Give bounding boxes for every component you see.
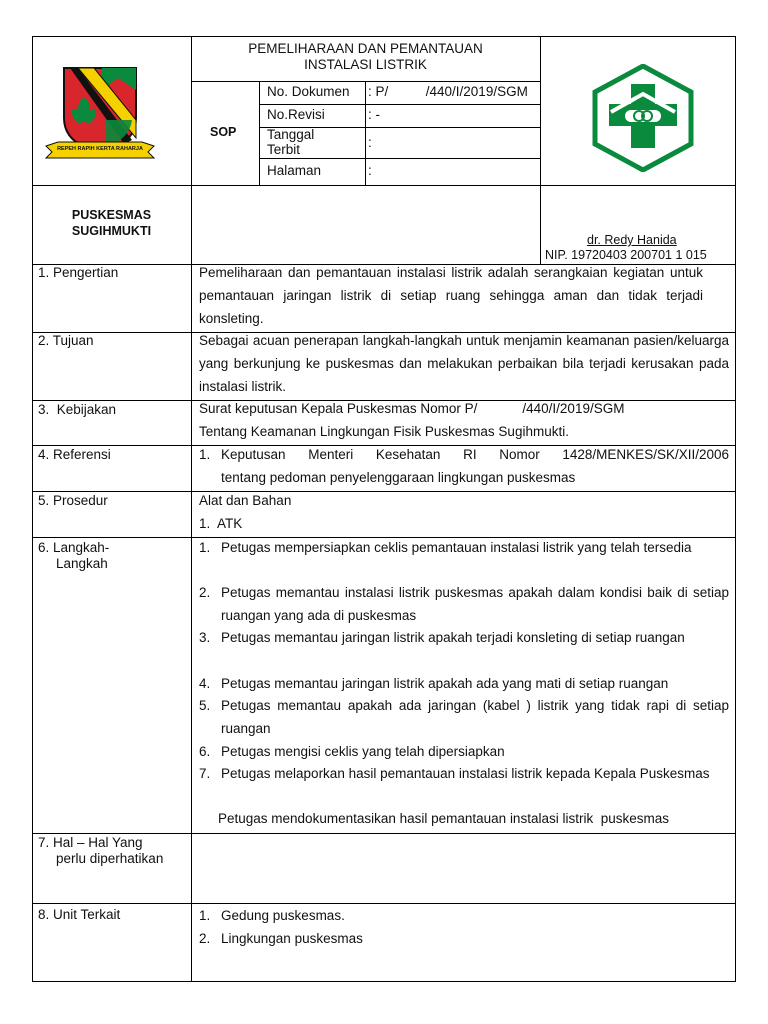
list-item-text: Lingkungan puskesmas	[221, 931, 363, 946]
list-item-number: 5.	[199, 698, 211, 713]
divider	[365, 81, 366, 185]
revision-value: : -	[368, 107, 380, 122]
list-item	[199, 762, 729, 785]
section-label-langkah	[38, 540, 109, 572]
puskesmas-emblem-icon	[587, 64, 699, 172]
list-item-text: Petugas melaporkan hasil pemantauan instalasi listrik kepada Kepala Puskesmas	[221, 766, 710, 781]
list-item-text: Gedung puskesmas.	[221, 908, 345, 923]
list-item-text: Petugas mempersiapkan ceklis pemantauan instalasi listrik yang telah tersedia	[221, 540, 692, 555]
langkah-extra-text: Petugas mendokumentasikan hasil pemantauan instalasi listrik puskesmas	[218, 811, 669, 826]
divider	[259, 81, 260, 185]
org-line-2: SUGIHMUKTI	[71, 224, 152, 238]
list-item	[199, 581, 729, 627]
emblem-motto: REPEH RAPIH KERTA RAHARJA	[57, 146, 143, 152]
tujuan-text: Sebagai acuan penerapan langkah-langkah untuk menjamin keamanan pasien/keluarga yang berkunjung ke puskesmas dan melakukan perbaikan bila terjadi kerusakan pada instalasi listrik.	[199, 333, 729, 394]
list-item-number: 2.	[199, 585, 211, 600]
divider	[32, 185, 736, 186]
list-item-number: 1.	[199, 540, 211, 555]
doc-number-label: No. Dokumen	[267, 84, 350, 99]
page-label: Halaman	[267, 163, 322, 178]
regency-emblem-logo	[44, 60, 156, 166]
publish-date-label: Tanggal Terbit	[267, 127, 315, 157]
document-title	[191, 41, 540, 73]
section-label-unit: 8. Unit Terkait	[38, 907, 121, 922]
referensi-text	[199, 443, 729, 489]
signer-name: dr. Redy Hanida	[587, 233, 677, 247]
list-item	[199, 536, 729, 559]
pengertian-text: Pemeliharaan dan pemantauan instalasi listrik adalah serangkaian kegiatan untuk pemantauan jaringan listrik di setiap ruang sehingga aman dan tidak terjadi konsleting.	[199, 265, 703, 326]
list-item-text: Petugas memantau jaringan listrik apakah terjadi konsleting di setiap ruangan	[221, 630, 685, 645]
list-item-number: 6.	[199, 744, 211, 759]
divider	[191, 36, 192, 982]
referensi-line-1: Keputusan Menteri Kesehatan RI Nomor 1428/MENKES/SK/XII/2006	[221, 447, 729, 462]
sop-label: SOP	[210, 125, 237, 139]
divider	[191, 81, 540, 82]
organization-name	[32, 207, 191, 239]
signer-nip: NIP. 19720403 200701 1 015	[545, 248, 707, 262]
kebijakan-line-1: Surat keputusan Kepala Puskesmas Nomor P/ /440/I/2019/SGM	[199, 401, 625, 416]
list-item-text: Petugas memantau jaringan listrik apakah ada yang mati di setiap ruangan	[221, 676, 669, 691]
divider	[540, 36, 541, 264]
referensi-line-2: tentang pedoman penyelenggaraan lingkungan puskesmas	[221, 470, 576, 485]
prosedur-line-1: Alat dan Bahan	[199, 493, 292, 508]
org-line-1: PUSKESMAS	[71, 208, 152, 222]
kebijakan-text	[199, 397, 729, 443]
unit-list	[199, 904, 729, 950]
puskesmas-emblem-logo	[587, 64, 699, 172]
divider	[32, 833, 736, 834]
list-item	[199, 740, 729, 763]
prosedur-item: 1. ATK	[199, 516, 243, 531]
list-item	[199, 626, 729, 649]
list-item-text: Petugas memantau apakah ada jaringan (kabel ) listrik yang tidak rapi di setiap ruangan	[221, 698, 729, 736]
list-item-number: 4.	[199, 676, 211, 691]
divider	[259, 158, 540, 159]
referensi-number: 1.	[199, 447, 211, 462]
list-item-text: Petugas mengisi ceklis yang telah dipersiapkan	[221, 744, 505, 759]
section-label-tujuan: 2. Tujuan	[38, 333, 94, 348]
section-label-hal	[38, 835, 163, 867]
hal-label-line-1: 7. Hal – Hal Yang	[38, 835, 143, 850]
list-item-number: 3.	[199, 630, 211, 645]
list-item	[199, 694, 729, 740]
list-item-number: 1.	[199, 908, 211, 923]
section-label-pengertian: 1. Pengertian	[38, 265, 119, 280]
prosedur-text	[199, 489, 729, 535]
list-item-number: 2.	[199, 931, 211, 946]
section-label-prosedur: 5. Prosedur	[38, 493, 108, 508]
hal-label-line-2: perlu diperhatikan	[56, 851, 164, 866]
list-item-number: 7.	[199, 766, 211, 781]
doc-number-value: : P/ /440/I/2019/SGM	[368, 84, 528, 99]
kebijakan-line-2: Tentang Keamanan Lingkungan Fisik Puskesmas Sugihmukti.	[199, 424, 569, 439]
list-item	[199, 904, 729, 927]
list-item	[199, 927, 729, 950]
publish-date-value: :	[368, 135, 372, 150]
title-line-1: PEMELIHARAAN DAN PEMANTAUAN	[248, 41, 483, 56]
langkah-label-line-1: 6. Langkah-	[38, 540, 110, 555]
divider	[259, 104, 540, 105]
title-line-2: INSTALASI LISTRIK	[304, 57, 427, 72]
revision-label: No.Revisi	[267, 107, 325, 122]
section-label-kebijakan: 3. Kebijakan	[38, 402, 117, 417]
page-value: :	[368, 163, 372, 178]
list-item-text: Petugas memantau instalasi listrik puskesmas apakah dalam kondisi baik di setiap ruangan yang ada di puskesmas	[221, 585, 729, 623]
section-label-referensi: 4. Referensi	[38, 447, 111, 462]
langkah-label-line-2: Langkah	[56, 556, 108, 571]
list-item	[199, 672, 729, 695]
